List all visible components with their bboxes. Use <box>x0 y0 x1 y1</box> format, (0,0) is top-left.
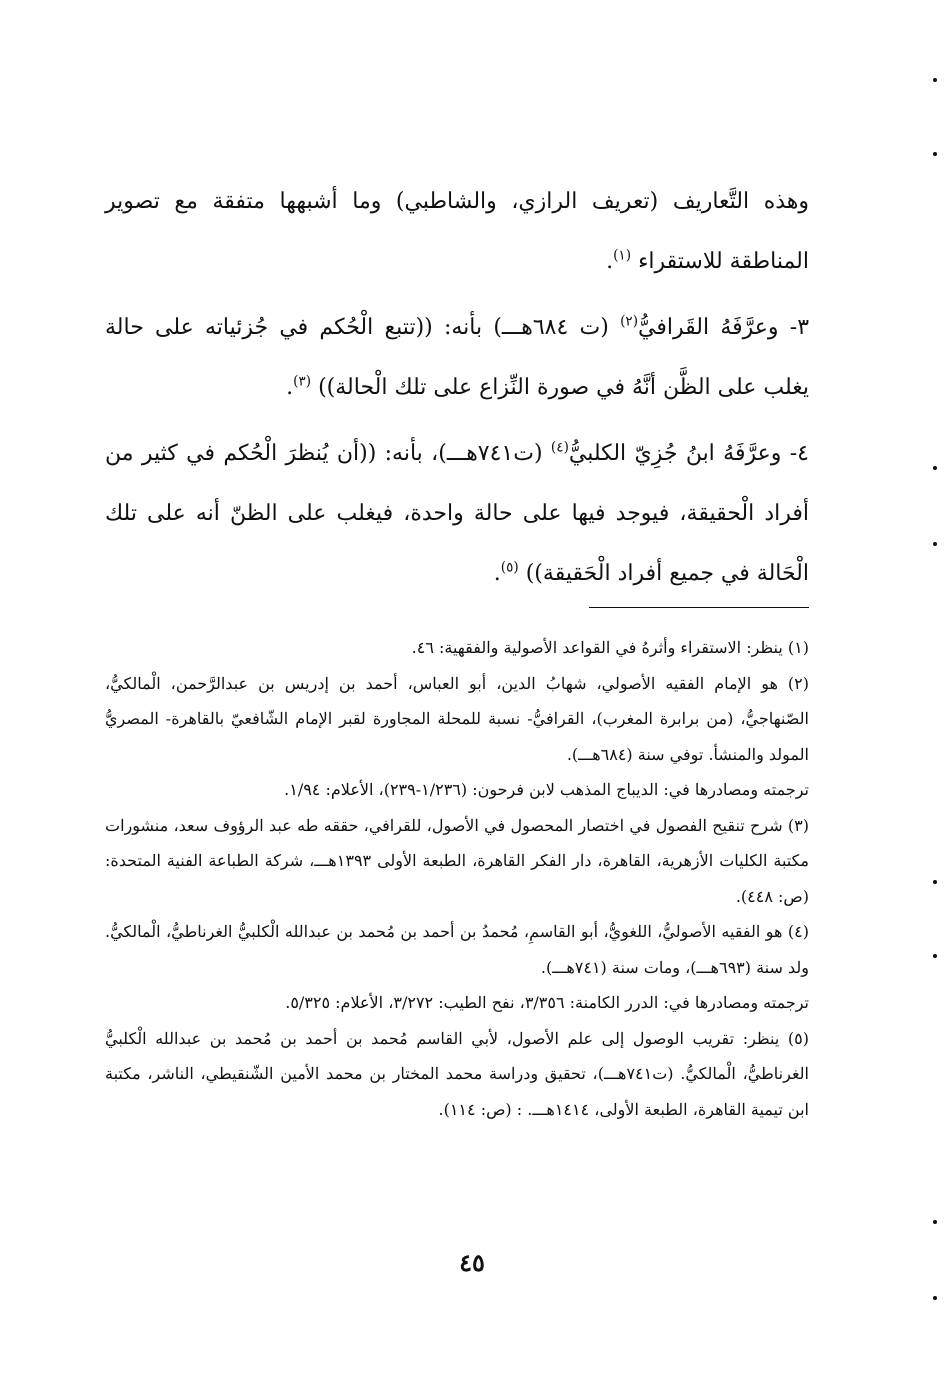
edge-mark <box>933 880 937 884</box>
footnote-2-sources: ترجمته ومصادرها في: الديباج المذهب لابن فرحون: (١/٢٣٦-٢٣٩)، الأعلام: ١/٩٤. <box>284 780 809 799</box>
edge-mark <box>933 1220 937 1224</box>
paragraph-3: ٤- وعرَّفَهُ ابنُ جُزِيّ الكلبيُّ$^{(٤)}$ (ت٧٤١هـــ)، بأنه: ((أن يُنظرَ الْحُكم في كثير من أفراد الْحقيقة، فيوجد فيها على حالة واحدة، فيغلب على الظنّ أنه على تلك الْحَالة في جميع أفراد الْحَقيقة)) $^{(٥)}$. <box>105 439 809 586</box>
edge-mark <box>933 152 937 156</box>
footnote-ref-5[interactable]: (٥) <box>500 559 519 576</box>
edge-mark <box>933 542 937 546</box>
footnote-1: (١) ينظر: الاستقراء وأثرهُ في القواعد الأصولية والفقهية: ٤٦. <box>411 638 809 657</box>
page-number: ٤٥ <box>459 1248 485 1277</box>
footnote-separator <box>589 607 809 608</box>
footnote-2: (٢) هو الإمام الفقيه الأصولي، شهابُ الدين، أبو العباس، أحمد بن إدريس بن عبدالرَّحمن، الْمالكيُّ، الصّنهاجيُّ، (من برابرة المغرب)، القرافيُّ- نسبة للمحلة المجاورة لقبر الإمام الشّافعيّ بالقاهرة- المصريُّ المولد والمنشأ. توفي سنة (٦٨٤هـــ). <box>105 673 809 764</box>
footnote-5: (٥) ينظر: تقريب الوصول إلى علم الأصول، لأبي القاسم مُحمد بن أحمد بن مُحمد بن عبدالله الْكلبيُّ الغرناطيُّ، الْمالكيُّ. (ت٧٤١هـــ)، تحقيق ودراسة محمد المختار بن محمد الأمين الشّنقيطي، الناشر، مكتبة ابن تيمية القاهرة، الطبعة الأولى، ١٤١٤هـــ. : (ص: ١١٤). <box>105 1028 809 1119</box>
footnotes <box>105 630 809 1127</box>
paragraph-1: وهذه التَّعاريف (تعريف الرازي، والشاطبي) وما أشبهها متفقة مع تصوير المناطقة للاستقراء $^{(١)}$. <box>105 189 809 274</box>
footnote-ref-3[interactable]: (٣) <box>293 373 312 390</box>
footnote-ref-4[interactable]: (٤) <box>550 439 569 456</box>
main-text <box>105 172 809 604</box>
footnote-3: (٣) شرح تنقيح الفصول في اختصار المحصول في الأصول، للقرافي، حققه طه عبد الرؤوف سعد، منشورات مكتبة الكليات الأزهرية، القاهرة، دار الفكر القاهرة، الطبعة الأولى ١٣٩٣هـــ، شركة الطباعة الفنية المتحدة: (ص: ٤٤٨). <box>105 815 810 906</box>
edge-mark <box>933 954 937 958</box>
footnote-4-sources: ترجمته ومصادرها في: الدرر الكامنة: ٣/٣٥٦، نفح الطيب: ٣/٢٧٢، الأعلام: ٥/٣٢٥. <box>285 993 809 1012</box>
paragraph-2: ٣- وعرَّفَهُ القَرافيُّ$^{(٢)}$ (ت ٦٨٤هـــ) بأنه: ((تتبع الْحُكم في جُزئياته على حالة يغلب على الظَّن أنَّهُ في صورة النِّزاع على تلك الْحالة)) $^{(٣)}$. <box>105 313 810 400</box>
footnote-ref-2[interactable]: (٢) <box>620 313 639 330</box>
edge-mark <box>933 1296 937 1300</box>
edge-mark <box>933 466 937 470</box>
footnote-4: (٤) هو الفقيه الأصوليُّ، اللغويُّ، أبو القاسمِ، مُحمدُ بن أحمد بن مُحمد بن عبدالله الْكلبيُّ الغرناطيُّ، الْمالكيُّ. ولد سنة (٦٩٣هـــ)، ومات سنة (٧٤١هـــ). <box>105 922 809 977</box>
footnote-ref-1[interactable]: (١) <box>613 247 632 264</box>
edge-mark <box>933 78 937 82</box>
